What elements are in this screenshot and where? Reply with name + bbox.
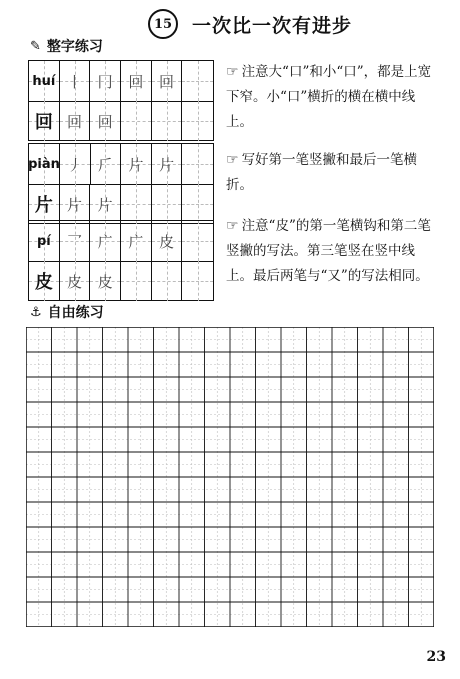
trace-char: 片 — [67, 195, 83, 214]
stroke-cell — [60, 61, 91, 101]
stroke-char: 广 — [128, 232, 144, 251]
model-char-cell — [29, 184, 60, 224]
note-text: 注意大“口”和小“口”，都是上宽下窄。小“口”横折的横在横中线上。 — [226, 64, 432, 130]
empty-cell[interactable] — [182, 261, 213, 301]
empty-cell[interactable] — [182, 184, 213, 224]
stroke-char: 乛 — [67, 232, 83, 251]
copy-row — [29, 101, 213, 141]
lesson-title: 一次比一次有进步 — [192, 14, 353, 37]
trace-cell — [60, 184, 91, 224]
pinyin-cell — [29, 221, 60, 261]
note-text: 写好第一笔竖撇和最后一笔横折。 — [226, 152, 418, 193]
pinyin-text: piàn — [28, 156, 60, 172]
anchor-mark-icon: ⚓ — [30, 304, 42, 320]
pointing-hand-icon: ☞ — [226, 152, 239, 168]
pinyin-text: pí — [36, 233, 51, 249]
trace-cell — [90, 261, 121, 301]
empty-cell[interactable] — [182, 221, 213, 261]
practice-block-pian — [28, 143, 214, 224]
empty-cell[interactable] — [182, 144, 213, 184]
empty-cell[interactable] — [182, 61, 213, 101]
stroke-char: 皮 — [159, 232, 175, 251]
model-char-cell — [29, 261, 60, 301]
stroke-cell — [60, 221, 91, 261]
stroke-char: 𠂆 — [97, 155, 113, 174]
stroke-order-row — [29, 61, 213, 102]
pointing-hand-icon: ☞ — [226, 218, 239, 234]
stroke-char: 丿 — [67, 155, 83, 174]
pinyin-text: huí — [32, 73, 56, 89]
empty-cell[interactable] — [152, 261, 183, 301]
trace-char: 皮 — [67, 272, 83, 291]
empty-cell[interactable] — [152, 101, 183, 141]
stroke-order-row — [29, 221, 213, 262]
free-section-label: 自由练习 — [47, 305, 104, 321]
model-char-cell — [29, 101, 60, 141]
stroke-order-row — [29, 144, 213, 185]
stroke-char: 冂 — [97, 72, 113, 91]
stroke-cell — [60, 144, 91, 184]
trace-cell — [90, 101, 121, 141]
stroke-char: 片 — [128, 155, 144, 174]
pinyin-cell — [29, 61, 60, 101]
empty-cell[interactable] — [121, 184, 152, 224]
lesson-number-badge: 15 — [148, 9, 178, 39]
stroke-cell — [152, 221, 183, 261]
stroke-char: 广 — [97, 232, 113, 251]
copy-row — [29, 184, 213, 224]
trace-char: 片 — [97, 195, 113, 214]
copy-row — [29, 261, 213, 301]
stroke-cell — [90, 61, 121, 101]
stroke-cell — [91, 144, 122, 184]
note-text: 注意“皮”的第一笔横钩和第二笔竖撇的写法。第三笔竖在竖中线上。最后两笔与“又”的写法相同。 — [226, 218, 431, 284]
trace-cell — [90, 184, 121, 224]
stroke-cell — [152, 61, 183, 101]
model-char: 皮 — [34, 272, 53, 293]
model-char: 回 — [34, 112, 53, 133]
note-pian — [226, 148, 440, 198]
trace-cell — [60, 261, 91, 301]
free-section-header — [30, 302, 104, 322]
pen-mark-icon: ✎ — [30, 38, 41, 54]
free-practice-grid[interactable] — [26, 327, 434, 627]
trace-cell — [60, 101, 91, 141]
page-title — [148, 8, 352, 40]
stroke-char: 回 — [159, 72, 175, 91]
stroke-cell — [121, 61, 152, 101]
practice-block-hui — [28, 60, 214, 141]
practice-section-header — [30, 36, 103, 56]
stroke-cell — [121, 144, 152, 184]
note-hui — [226, 60, 440, 135]
empty-cell[interactable] — [121, 101, 152, 141]
stroke-cell — [152, 144, 183, 184]
pointing-hand-icon: ☞ — [226, 64, 239, 80]
practice-section-label: 整字练习 — [46, 39, 103, 55]
stroke-char: 回 — [128, 72, 144, 91]
trace-char: 皮 — [97, 272, 113, 291]
trace-char: 回 — [97, 112, 113, 131]
trace-char: 回 — [67, 112, 83, 131]
stroke-char: 丨 — [67, 72, 83, 91]
empty-cell[interactable] — [182, 101, 213, 141]
empty-cell[interactable] — [121, 261, 152, 301]
stroke-char: 片 — [159, 155, 175, 174]
stroke-cell — [90, 221, 121, 261]
note-pi — [226, 214, 440, 289]
stroke-cell — [121, 221, 152, 261]
pinyin-cell — [29, 144, 60, 184]
empty-cell[interactable] — [152, 184, 183, 224]
model-char: 片 — [34, 195, 53, 216]
practice-block-pi — [28, 220, 214, 301]
page-number: 23 — [426, 649, 446, 665]
